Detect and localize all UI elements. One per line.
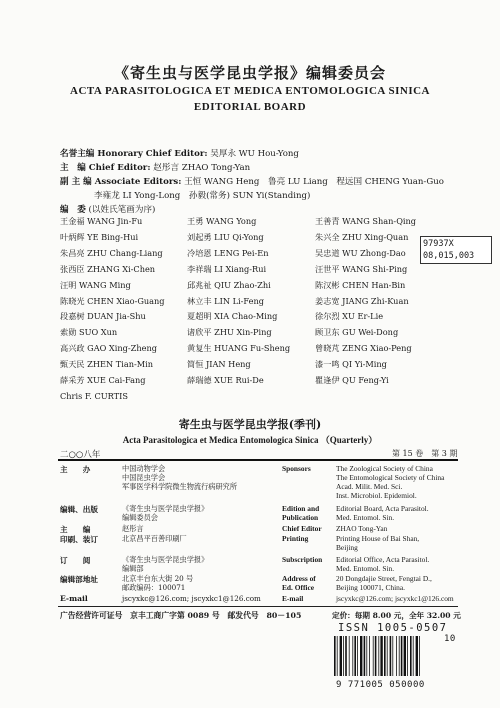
sponsor-en-label: Sponsors	[282, 464, 311, 473]
address-label: 编辑部地址	[60, 575, 98, 584]
chief-editor	[60, 161, 250, 173]
printing-en-label: Printing	[282, 534, 309, 543]
sponsor-cn-2: 中国昆虫学会	[122, 473, 166, 482]
associate-editors	[60, 175, 444, 187]
subscription-en-label: Subscription	[282, 555, 323, 564]
members-heading	[60, 203, 155, 215]
member-name: 漆一鸣 QI Yi-Ming	[315, 359, 387, 370]
associate-editors-line2: 李雍龙 LI Yong-Long 孙毅(常务) SUN Yi(Standing)	[94, 191, 311, 201]
masthead-title-en: Acta Parasitologica et Medica Entomologica Sinica （Quarterly）	[122, 435, 378, 445]
price: 定价：每期 8.00 元，全年 32.00 元	[332, 611, 461, 620]
email-cn[interactable]: jscyxkc@126.com; jscyxkc1@126.com	[122, 594, 261, 603]
masthead-rule	[58, 459, 458, 461]
address-en-label-1: Address of	[282, 574, 316, 583]
barcode-digits: 9 771005 050000	[336, 680, 425, 690]
member-name: 薛采芳 XUE Cai-Fang	[60, 375, 146, 385]
member-name: 王勇 WANG Yong	[187, 216, 257, 226]
member-name: 徐尔烈 XU Er-Lie	[315, 311, 384, 322]
board-title-cn: 《寄生虫与医学昆虫学报》编辑委员会	[113, 64, 386, 82]
sponsor-label: 主 办	[60, 465, 91, 474]
member-last: Chris F. CURTIS	[60, 391, 128, 401]
member-name: 简恒 JIAN Heng	[187, 359, 251, 370]
ad-license: 广告经营许可证号 京丰工商广字第 0089 号 邮发代号 80－105	[60, 611, 302, 620]
board-subtitle-en: EDITORIAL BOARD	[193, 101, 307, 113]
subscription-en-2: Med. Entomol. Sin.	[336, 564, 395, 573]
honorary-chief-label: 名誉主编 Honorary Chief Editor:	[60, 149, 208, 159]
associate-editors-label: 副 主 编 Associate Editors:	[60, 177, 182, 187]
subscription-en-1: Editorial Office, Acta Parasitol.	[336, 555, 430, 564]
issn: ISSN 1005-0507	[338, 622, 448, 634]
member-name: 高兴政 GAO Xing-Zheng	[60, 343, 157, 354]
printing-label: 印刷、装订	[60, 535, 98, 544]
member-name: 曾晓芃 ZENG Xiao-Peng	[315, 343, 412, 354]
publication-en-label-2: Publication	[282, 513, 319, 522]
address-cn-3: 邮政编码：100071	[122, 583, 186, 592]
member-name: 朱昌亮 ZHU Chang-Liang	[60, 247, 163, 258]
sponsor-cn-3: 军事医学科学院微生物流行病研究所	[122, 482, 238, 491]
member-name: 林立丰 LIN Li-Feng	[187, 295, 265, 306]
member-name: 瞿逢伊 QU Feng-Yi	[315, 375, 389, 385]
member-name: 吴忠道 WU Zhong-Dao	[315, 247, 406, 258]
publication-cn-2: 编辑委员会	[122, 513, 158, 522]
board-title-en: ACTA PARASITOLOGICA ET MEDICA ENTOMOLOGICA SINICA	[70, 85, 430, 97]
masthead-volume-issue: 第 15 卷 第 3 期	[392, 449, 458, 458]
member-name: 邱兆祉 QIU Zhao-Zhi	[187, 279, 271, 290]
member-name: 甄天民 ZHEN Tian-Min	[60, 359, 154, 370]
info-chief-label: 主 编	[60, 525, 91, 534]
member-name: 张西臣 ZHANG Xi-Chen	[60, 263, 156, 274]
email-en[interactable]: jscyxkc@126.com; jscyxkc1@126.com	[336, 594, 454, 603]
member-name: 诸欣平 ZHU Xin-Ping	[187, 327, 272, 338]
address-cn-2: 北京丰台东大街 20 号	[122, 574, 194, 583]
subscription-cn: 《寄生虫与医学昆虫学报》	[122, 555, 209, 564]
info-chief-en-label: Chief Editor	[282, 524, 322, 533]
member-name: 汪明 WANG Ming	[60, 279, 131, 290]
member-name: 段嘉树 DUAN Jia-Shu	[60, 311, 146, 322]
masthead-year: 二○○八年	[60, 450, 101, 460]
members-label: 编 委	[60, 205, 86, 215]
info-rule	[58, 606, 458, 607]
member-name: 顾卫东 GU Wei-Dong	[315, 327, 399, 338]
subscription-label: 订 阅	[60, 556, 91, 565]
email-label: E-mail	[60, 594, 88, 603]
barcode	[332, 636, 458, 680]
member-name: 姜志宽 JIANG Zhi-Kuan	[315, 295, 409, 306]
barcode-bars	[332, 636, 444, 676]
member-name: 汪世平 WANG Shi-Ping	[315, 263, 408, 274]
chief-editor-name: 赵彤言 ZHAO Tong-Yan	[153, 163, 251, 173]
member-name: 薛瑞德 XUE Rui-De	[187, 375, 264, 385]
member-name: 索勋 SUO Xun	[60, 327, 118, 338]
member-name: 李祥瑞 LI Xiang-Rui	[187, 263, 267, 274]
member-name: 陈汉彬 CHEN Han-Bin	[315, 279, 406, 290]
stamp-line1: 97937X	[423, 239, 454, 249]
barcode-issue: 10	[444, 634, 456, 644]
sponsor-en-4: Inst. Microbiol. Epidemiol.	[336, 491, 417, 500]
publication-label: 编辑、出版	[60, 505, 98, 514]
member-name: 陈晓光 CHEN Xiao-Guang	[60, 295, 165, 306]
publication-en-2: Med. Entomol. Sin.	[336, 513, 395, 522]
member-name: 黄复生 HUANG Fu-Sheng	[187, 343, 291, 354]
honorary-chief-name: 吴厚永 WU Hou-Yong	[210, 149, 299, 159]
member-name: 叶炳辉 YE Bing-Hui	[60, 231, 139, 242]
honorary-chief-editor	[60, 147, 299, 159]
sponsor-en-1: The Zoological Society of China	[336, 464, 433, 473]
printing-en-2: Beijing	[336, 543, 358, 552]
associate-editors-line1: 王恒 WANG Heng 鲁亮 LU Liang 程远国 CHENG Yuan-Guo	[184, 177, 444, 187]
sponsor-cn-1: 中国动物学会	[122, 464, 166, 473]
publication-en-1: Editorial Board, Acta Parasitol.	[336, 504, 429, 513]
member-name: 刘起勇 LIU Qi-Yong	[187, 231, 264, 242]
publication-cn-1: 《寄生虫与医学昆虫学报》	[122, 504, 209, 513]
chief-editor-label: 主 编 Chief Editor:	[60, 163, 151, 173]
member-name: 朱兴全 ZHU Xing-Quan	[315, 231, 409, 242]
sponsor-en-3: Acad. Milit. Med. Sci.	[336, 482, 403, 491]
address-en-1: 20 Dongdajie Street, Fengtai D.,	[336, 574, 432, 583]
info-chief-en: ZHAO Tong-Yan	[336, 524, 388, 533]
masthead-title-cn: 寄生虫与医学昆虫学报(季刊)	[178, 418, 322, 431]
member-name: 王善青 WANG Shan-Qing	[315, 216, 417, 226]
library-stamp	[420, 236, 492, 264]
info-chief-cn: 赵彤言	[122, 524, 144, 533]
member-name: 冷培恩 LENG Pei-En	[187, 247, 269, 258]
printing-en-1: Printing House of Bai Shan,	[336, 534, 420, 543]
email-en-label: E-mail	[282, 594, 304, 603]
member-name: 王金福 WANG Jin-Fu	[60, 216, 143, 226]
address-cn-1: 编辑部	[122, 564, 144, 573]
sponsor-en-2: The Entomological Society of China	[336, 473, 445, 482]
address-en-label-2: Ed. Office	[282, 583, 315, 592]
address-en-2: Beijing 100071, China.	[336, 583, 405, 592]
printing-cn: 北京昌平百善印刷厂	[122, 534, 187, 543]
members-note: (以姓氏笔画为序)	[88, 205, 156, 215]
stamp-line2: 08,015,003	[423, 251, 475, 261]
publication-en-label-1: Edition and	[282, 504, 320, 513]
member-name: 夏超明 XIA Chao-Ming	[187, 311, 278, 322]
